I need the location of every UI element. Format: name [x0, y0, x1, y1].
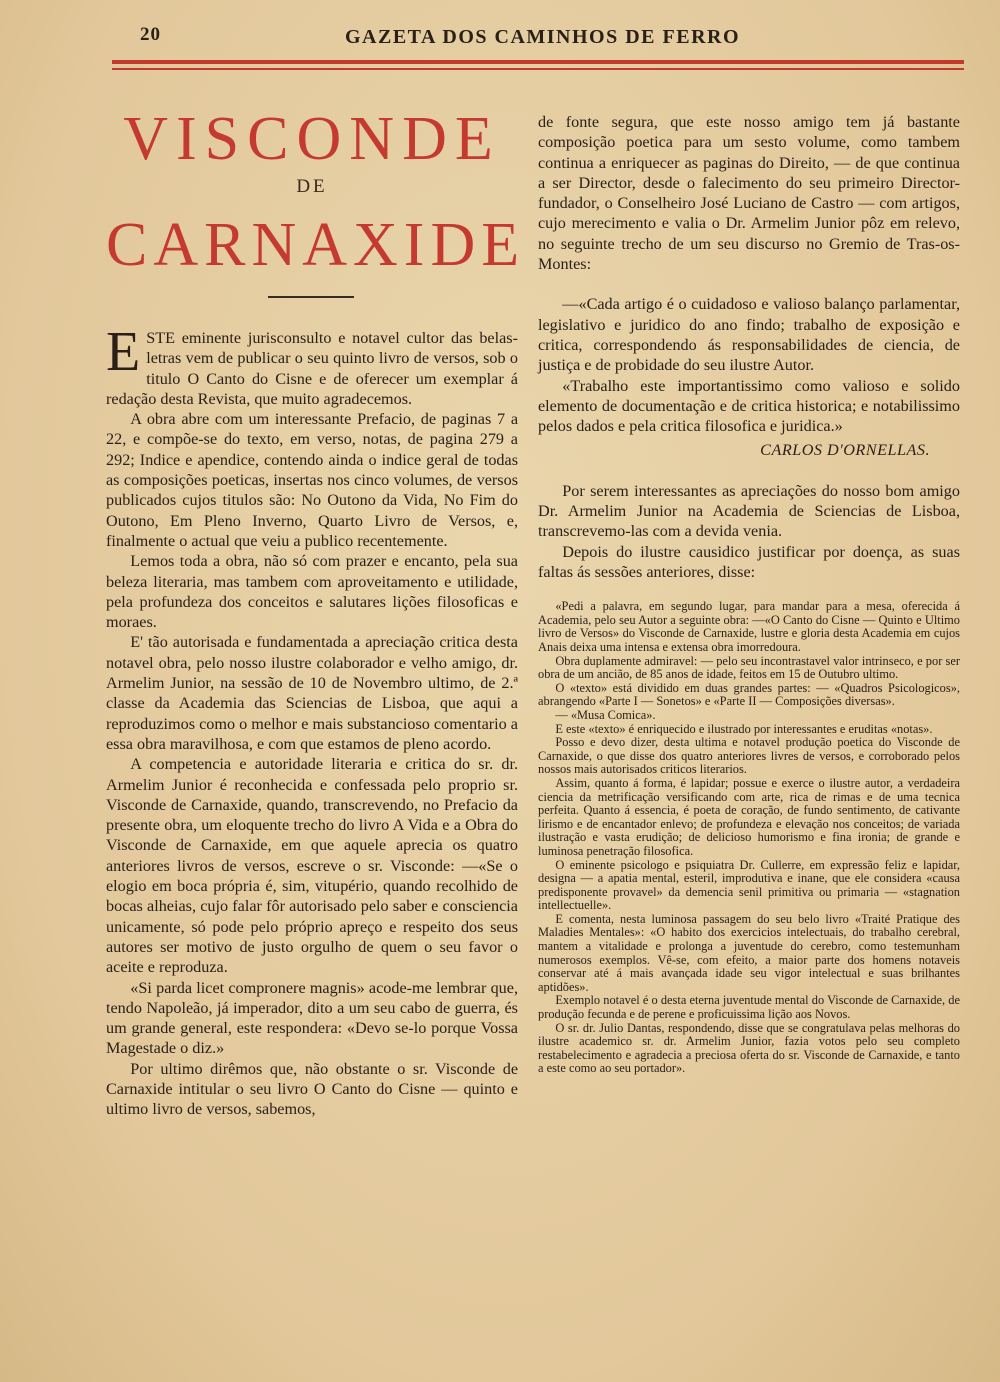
article-title-line1: VISCONDE — [123, 105, 501, 173]
speech-paragraph: O «texto» está dividido em duas grandes partes: — «Quadros Psicologicos», abrangendo «Parte I — Sonetos» e «Parte II — Composições diversas». — [538, 680, 960, 709]
speech-paragraph: — «Musa Comica». — [555, 707, 656, 722]
title-divider — [268, 296, 354, 298]
right-column — [538, 112, 960, 1076]
speech-paragraph: O sr. dr. Julio Dantas, respondendo, disse que se congratulava pelas melhoras do ilustre academico sr. dr. Armelim Junior, fazia votos pelo seu completo restabelecimento e agradecia a preciosa oferta do sr. Visconde de Carnaxide, e tanto a este como ao seu portador». — [538, 1020, 960, 1076]
running-title: GAZETA DOS CAMINHOS DE FERRO — [345, 26, 741, 48]
page-number: 20 — [140, 24, 161, 45]
paragraph: «Si parda licet compronere magnis» acode-me lembrar que, tendo Napoleão, já imperador, dito a um seu cabo de guerra, és um grande general, este respondera: «Devo se-lo porque Vossa Magestade o diz.» — [106, 978, 518, 1058]
quote-paragraph: «Trabalho este importantissimo como valioso e solido elemento de documentação e de critica historica; e notabilissimo pelos dados e pela critica filosofica e juridica.» — [538, 376, 960, 436]
paragraph: Depois do ilustre causidico justificar por doença, as suas faltas ás sessões anteriores, disse: — [538, 542, 960, 581]
paragraph: ESTE eminente jurisconsulto e notavel cultor das belas-letras vem de publicar o seu quinto livro de versos, sob o titulo O Canto do Cisne e de oferecer um exemplar á redação desta Revista, que muito agradecemos. — [106, 321, 518, 408]
paragraph: E' tão autorisada e fundamentada a apreciação critica desta notavel obra, pelo nosso ilustre colaborador e velho amigo, dr. Armelim Junior, na sessão de 10 de Novembro ultimo, de 2.ª classe da Academia das Sciencias de Lisboa, que aqui a reproduzimos como o melhor e mais substancioso comentario a essa obra maravilhosa, e com que estamos de pleno acordo. — [106, 633, 518, 753]
header-rule-thin — [112, 68, 964, 70]
paragraph: A obra abre com um interessante Prefacio, de paginas 7 a 22, e compõe-se do texto, em verso, notas, de pagina 279 a 292; Indice e apendice, contendo ainda o indice geral de todas as composições poeticas, insertas nos cinco volumes, de versos publicados cujos titulos são: No Outono da Vida, No Fim do Outono, Em Pleno Inverno, Quarto Livro de Versos, e, finalmente o actual que veiu a publico recentemente. — [106, 410, 518, 550]
speech-paragraph: E comenta, nesta luminosa passagem do seu belo livro «Traité Pratique des Maladies Mentales»: «O habito dos exercicios intelectuais, do trabalho cerebral, mantem a vitalidade e prolonga a juventude do cerebro, como testemunham numerosos exemplos. Vê-se, com efeito, a maior parte dos homens notaveis conservar até á mais avançada idade seu vigor intelectual e suas brilhantes aptidões». — [538, 911, 960, 994]
speech-paragraph: «Pedi a palavra, em segundo lugar, para mandar para a mesa, oferecida á Academia, pelo seu Autor a seguinte obra: —«O Canto do Cisne — Quinto e Ultimo livro de Versos» do Visconde de Carnaxide, lustre e gloria desta Academia em cujos Anais deixa uma intensa e extensa obra imorredoura. — [538, 599, 960, 655]
signature: CARLOS D'ORNELLAS. — [760, 441, 930, 460]
paragraph: Por ultimo dirêmos que, não obstante o sr. Visconde de Carnaxide intitular o seu livro O Canto do Cisne — quinto e ultimo livro de versos, sabemos, — [106, 1059, 518, 1119]
header-rule-thick — [112, 60, 964, 64]
paragraph: Lemos toda a obra, não só com prazer e encanto, pela sua beleza literaria, mas tambem com aproveitamento e utilidade, pela profundeza dos conceitos e salutares lições filosoficas e moraes. — [106, 552, 518, 632]
speech-paragraph: Exemplo notavel é o desta eterna juventude mental do Visconde de Carnaxide, de produção fecunda e de perene e proficuissima lição aos Novos. — [538, 993, 960, 1022]
speech-paragraph: E este «texto» é enriquecido e ilustrado por interessantes e eruditas «notas». — [555, 721, 933, 736]
paragraph: A competencia e autoridade literaria e critica do sr. dr. Armelim Junior é reconhecida e confessada pelo proprio sr. Visconde de Carnaxide, quando, transcrevendo, no Prefacio da presente obra, um eloquente trecho do livro A Vida e a Obra do Visconde de Carnaxide, em que aquele aprecia os quatro anteriores livros de versos, escreve o sr. Visconde: —«Se o elogio em boca própria é, sim, vitupério, quando recolhido de bocas alheias, cujo falar fôr autorisado pelo saber e consciencia unicamente, só pode pelo próprio apreço e respeito dos seus autores ser motivo de justo orgulho de quem o seu favor o aceite e reproduza. — [106, 755, 518, 977]
paragraph: Por serem interessantes as apreciações do nosso bom amigo Dr. Armelim Junior na Academia de Sciencias de Lisboa, transcrevemo-las com a devida venia. — [538, 481, 960, 541]
left-column — [106, 321, 518, 1120]
quote-paragraph: —«Cada artigo é o cuidadoso e valioso balanço parlamentar, legislativo e juridico do ano findo; trabalho de exposição e critica, correspondendo ás responsabilidades de ciencia, de justiça e de probidade do seu ilustre Autor. — [538, 295, 960, 375]
quotation — [538, 294, 960, 436]
speech-paragraph: Posso e devo dizer, desta ultima e notavel produção poetica do Visconde de Carnaxide, o que disse dos quatro anteriores livres de versos, e corroborado pelos nossos mais autorisados criticos literarios. — [538, 735, 960, 777]
speech-paragraph: Obra duplamente admiravel: — pelo seu incontrastavel valor intrinseco, e por ser obra de um ancião, de 85 anos de idade, feitos em 15 de Outubro ultimo. — [538, 653, 960, 682]
speech-paragraph: O eminente psicologo e psiquiatra Dr. Cullerre, em expressão feliz e lapidar, designa — a apatia mental, esteril, improdutiva e inane, que ele considera «causa predisponente provavel» da demencia senil primitiva ou primaria — «stagnation intellectuelle». — [538, 857, 960, 913]
paragraph: de fonte segura, que este nosso amigo tem já bastante composição poetica para um sesto volume, como tambem continua a enriquecer as paginas do Direito, — de que continua a ser Director, desde o falecimento do seu primeiro Director-fundador, o Conselheiro José Luciano de Castro — com artigos, cujo merecimento e valia o Dr. Armelim Junior pôz em relevo, no seguinte trecho de um seu discurso no Gremio de Tras-os-Montes: — [538, 113, 960, 274]
speech-transcript — [538, 600, 960, 1076]
drop-cap: E — [106, 321, 141, 383]
speech-paragraph: Assim, quanto á forma, é lapidar; possue e exerce o ilustre autor, a verdadeira ciencia da metrificação versificando com arte, rica de rimas e de uma tecnica perfeita. Quanto á essencia, é poeta de coração, de fundo sentimento, de cativante lirismo e de encantador enlevo; de profundeza e elevação nos conceitos; de variada ilustração e vasta erudição; de delicioso humorismo e fina ironia; de grande e luminosa penetração filosofica. — [538, 775, 960, 858]
article-title-line3: CARNAXIDE — [106, 211, 526, 279]
article-title-line2: DE — [296, 176, 328, 197]
